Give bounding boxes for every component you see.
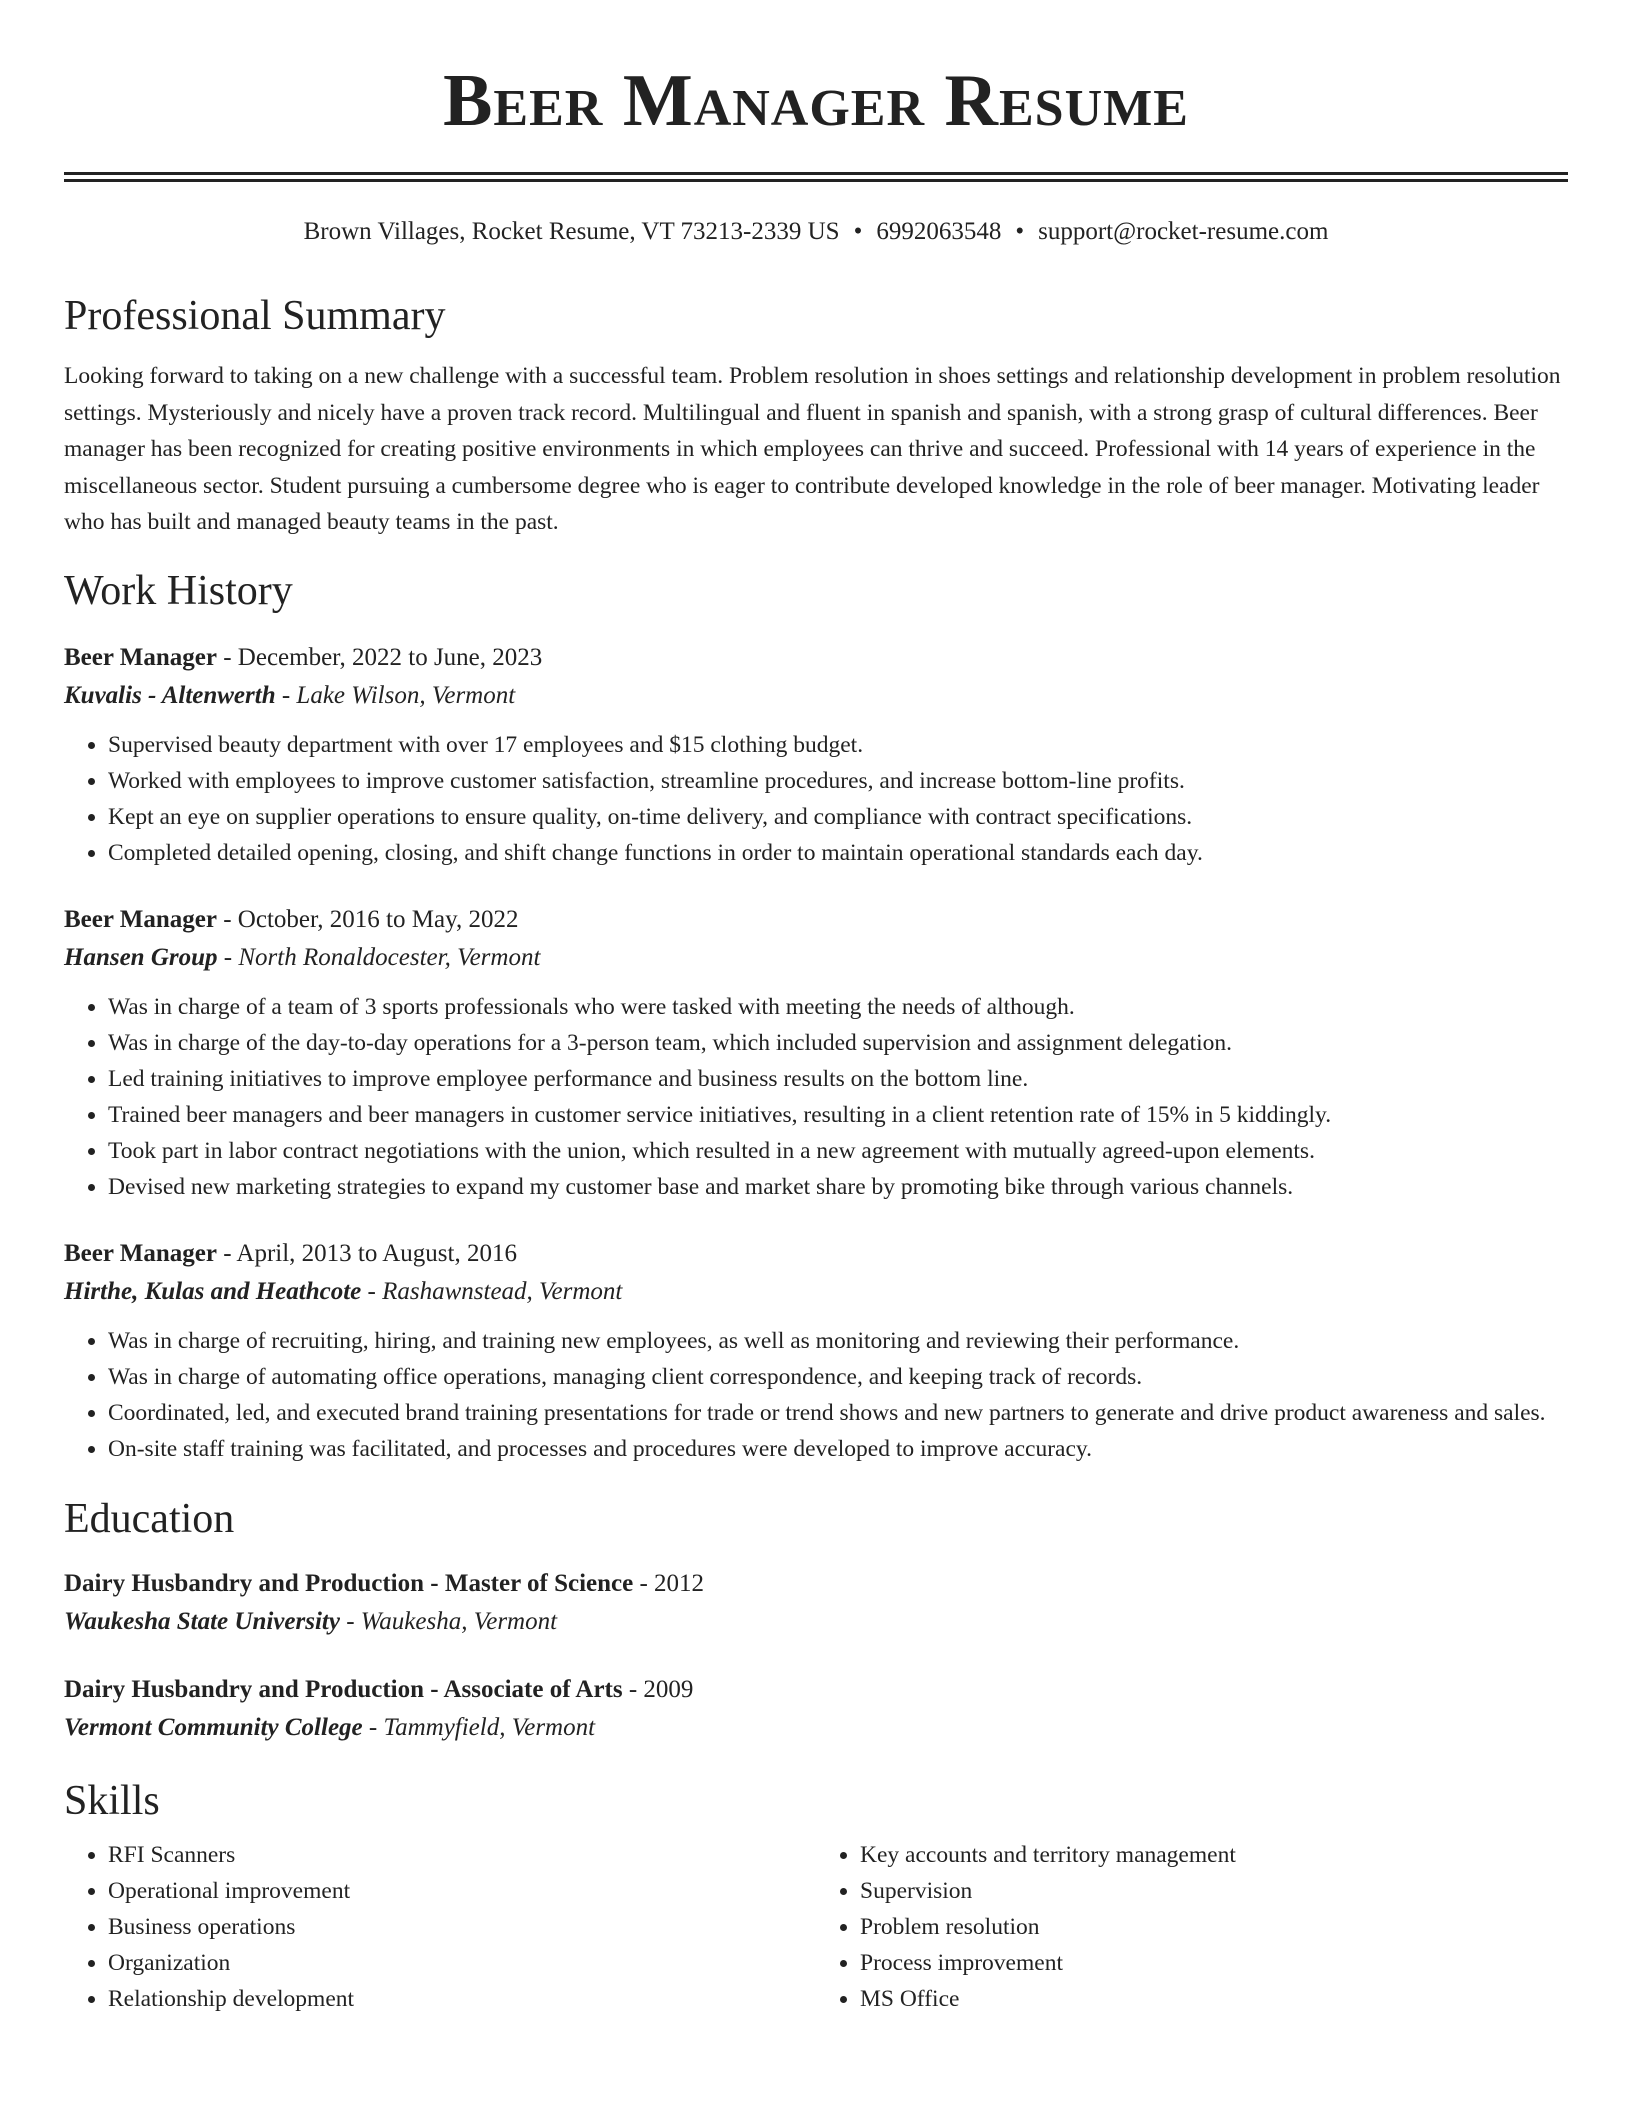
list-item: • On-site staff training was facilitated, and processes and procedures were developed to improve accuracy. xyxy=(108,1431,1568,1467)
job-bullets xyxy=(64,727,1568,871)
education-school-line xyxy=(64,1603,1568,1641)
list-item: • Problem resolution xyxy=(860,1909,1568,1945)
title-double-rule xyxy=(64,172,1568,182)
contact-email: support@rocket-resume.com xyxy=(1038,218,1329,245)
job-company: Kuvalis - Altenwerth xyxy=(64,681,276,709)
education-location: - Waukesha, Vermont xyxy=(339,1607,558,1635)
education-year: - 2012 xyxy=(633,1569,705,1597)
list-item: • Supervised beauty department with over 17 employees and $15 clothing budget. xyxy=(108,727,1568,763)
job-dates: - October, 2016 to May, 2022 xyxy=(216,905,519,933)
education-year: - 2009 xyxy=(622,1675,694,1703)
job-location: - Rashawnstead, Vermont xyxy=(361,1277,623,1305)
contact-separator: • xyxy=(853,218,863,245)
list-item: • Led training initiatives to improve employee performance and business results on the bottom line. xyxy=(108,1061,1568,1097)
education-degree-line xyxy=(64,1565,1568,1603)
job-entry xyxy=(64,639,1568,871)
job-company-line xyxy=(64,1273,1568,1311)
education-entry xyxy=(64,1671,1568,1747)
job-company-line xyxy=(64,939,1568,977)
job-company: Hansen Group xyxy=(64,943,218,971)
education-school: Waukesha State University xyxy=(64,1607,340,1635)
list-item: • Coordinated, led, and executed brand training presentations for trade or trend shows and new partners to generate and drive product awareness and sales. xyxy=(108,1395,1568,1431)
contact-line xyxy=(64,216,1568,248)
list-item: • Was in charge of a team of 3 sports professionals who were tasked with meeting the needs of although. xyxy=(108,989,1568,1025)
education-degree: Dairy Husbandry and Production - Master of Science xyxy=(64,1569,634,1597)
job-title-line xyxy=(64,639,1568,677)
job-location: - North Ronaldocester, Vermont xyxy=(217,943,541,971)
list-item: • Relationship development xyxy=(108,1981,816,2017)
job-entry xyxy=(64,1235,1568,1467)
education-heading: Education xyxy=(64,1495,235,1542)
job-bullets xyxy=(64,1323,1568,1467)
job-title-line xyxy=(64,901,1568,939)
contact-separator: • xyxy=(1015,218,1025,245)
job-title-line xyxy=(64,1235,1568,1273)
list-item: • Business operations xyxy=(108,1909,816,1945)
skills-list-left xyxy=(64,1837,816,2017)
job-title: Beer Manager xyxy=(64,905,217,933)
education-location: - Tammyfield, Vermont xyxy=(362,1713,596,1741)
education-degree-line xyxy=(64,1671,1568,1709)
list-item: • Devised new marketing strategies to expand my customer base and market share by promoting bike through various channels. xyxy=(108,1169,1568,1205)
list-item: • Supervision xyxy=(860,1873,1568,1909)
skills-columns xyxy=(64,1837,1568,2017)
job-company: Hirthe, Kulas and Heathcote xyxy=(64,1277,362,1305)
skills-heading: Skills xyxy=(64,1777,160,1824)
job-dates: - December, 2022 to June, 2023 xyxy=(216,643,543,671)
list-item: • MS Office xyxy=(860,1981,1568,2017)
skills-list-right xyxy=(816,1837,1568,2017)
list-item: • Key accounts and territory management xyxy=(860,1837,1568,1873)
summary-heading: Professional Summary xyxy=(64,293,446,339)
education-school-line xyxy=(64,1709,1568,1747)
job-title: Beer Manager xyxy=(64,643,217,671)
list-item: • Worked with employees to improve customer satisfaction, streamline procedures, and increase bottom-line profits. xyxy=(108,763,1568,799)
list-item: • Process improvement xyxy=(860,1945,1568,1981)
contact-address: Brown Villages, Rocket Resume, VT 73213-2339 US xyxy=(303,218,840,245)
work-history-heading: Work History xyxy=(64,567,293,614)
contact-phone: 6992063548 xyxy=(876,218,1002,245)
list-item: • Was in charge of automating office operations, managing client correspondence, and keeping track of records. xyxy=(108,1359,1568,1395)
list-item: • Kept an eye on supplier operations to ensure quality, on-time delivery, and compliance with contract specifications. xyxy=(108,799,1568,835)
list-item: • Was in charge of recruiting, hiring, and training new employees, as well as monitoring and reviewing their performance. xyxy=(108,1323,1568,1359)
list-item: • Was in charge of the day-to-day operations for a 3-person team, which included supervision and assignment delegation. xyxy=(108,1025,1568,1061)
job-title: Beer Manager xyxy=(64,1239,217,1267)
resume-title: Beer Manager Resume xyxy=(443,60,1189,142)
list-item: • Operational improvement xyxy=(108,1873,816,1909)
summary-text: Looking forward to taking on a new challenge with a successful team. Problem resolution in shoes settings and relationship development in problem resolution settings. Mysteriously and nicely have a proven track record. Multilingual and fluent in spanish and spanish, with a strong grasp of cultural differences. Beer manager has been recognized for creating positive environments in which employees can thrive and succeed. Professional with 14 years of experience in the miscellaneous sector. Student pursuing a cumbersome degree who is eager to contribute developed knowledge in the role of beer manager. Motivating leader who has built and managed beauty teams in the past. xyxy=(64,363,1561,536)
education-school: Vermont Community College xyxy=(64,1713,363,1741)
job-bullets xyxy=(64,989,1568,1205)
list-item: • Completed detailed opening, closing, and shift change functions in order to maintain operational standards each day. xyxy=(108,835,1568,871)
list-item: • Took part in labor contract negotiations with the union, which resulted in a new agreement with mutually agreed-upon elements. xyxy=(108,1133,1568,1169)
list-item: • Organization xyxy=(108,1945,816,1981)
list-item: • Trained beer managers and beer managers in customer service initiatives, resulting in a client retention rate of 15% in 5 kiddingly. xyxy=(108,1097,1568,1133)
job-company-line xyxy=(64,677,1568,715)
job-entry xyxy=(64,901,1568,1205)
job-dates: - April, 2013 to August, 2016 xyxy=(216,1239,517,1267)
job-location: - Lake Wilson, Vermont xyxy=(275,681,516,709)
education-degree: Dairy Husbandry and Production - Associate of Arts xyxy=(64,1675,623,1703)
education-entry xyxy=(64,1565,1568,1641)
list-item: • RFI Scanners xyxy=(108,1837,816,1873)
